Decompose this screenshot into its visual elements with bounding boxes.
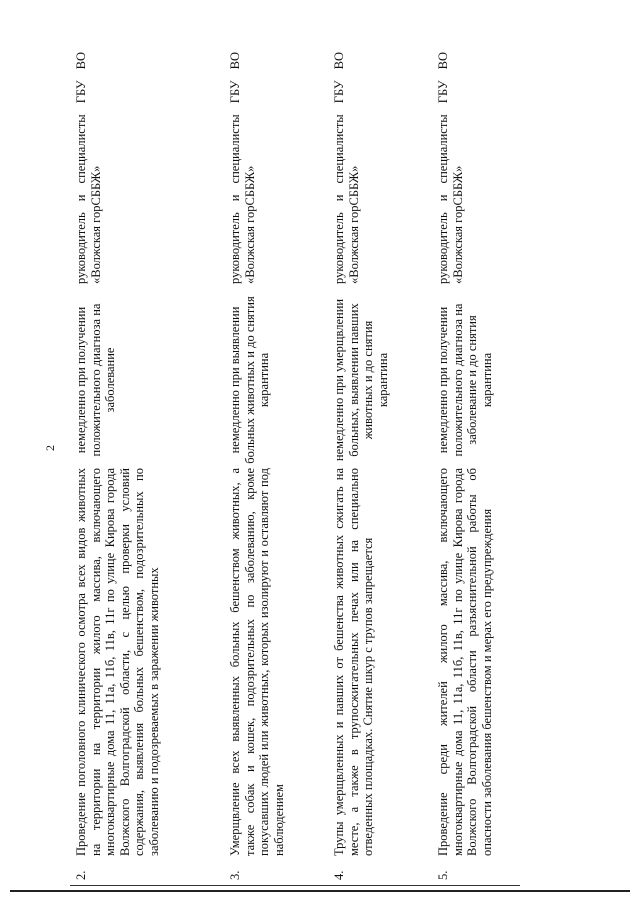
row-action: Проведение поголовного клинического осмотра всех видов животных на территории на территории жилого массива, включающего многоквартирные дома 11, 11а, 11б, 11в, 11г по улице Кирова города Волжского Волгоградской области, с целью проверки условий содержания, выявления больных бешенством, подозрительных по заболеванию и подозреваемых в заражении животных (74, 468, 161, 856)
row-term: немедленно при выявлении больных животных и до снятия карантина (228, 296, 272, 464)
row-responsible: руководитель и специалисты ГБУ ВО «Волжская горСББЖ» (332, 52, 361, 284)
row-responsible: руководитель и специалисты ГБУ ВО «Волжская горСББЖ» (74, 52, 103, 284)
measures-table (70, 50, 520, 880)
row-action: Умерщвление всех выявленных больных бешенством животных, а также собак и кошек, подозрительных по заболеванию, кроме покусавших людей или животных, которых изолируют и оставляют под наблюдением (228, 468, 286, 856)
page-bottom-edge (10, 890, 630, 892)
row-number: 4. (332, 870, 346, 880)
row-term: немедленно при умерщвлении больных, выявлении павших животных и до снятия карантина (332, 298, 390, 462)
row-responsible: руководитель и специалисты ГБУ ВО «Волжская горСББЖ» (436, 52, 465, 284)
row-term: немедленно при получении положительного диагноза на заболевание и до снятия карантина (436, 303, 494, 457)
row-action: Проведение среди жителей жилого массива, включающего многоквартирные дома 11, 11а, 11б, 11в, 11г по улице Кирова города Волжского Волгоградской области разъяснительной работы об опасности заболевания бешенством и мерах его предупреждения (436, 468, 494, 856)
row-action: Трупы умерщвленных и павших от бешенства животных сжигать на месте, а также в трупосжигательных печах или на специально отведенных площадках. Снятие шкур с трупов запрещается (332, 468, 376, 856)
row-term: немедленно при получении положительного диагноза на заболевание (74, 303, 118, 457)
row-number: 5. (436, 870, 450, 880)
row-number: 3. (228, 870, 242, 880)
table-left-border (70, 885, 520, 886)
row-responsible: руководитель и специалисты ГБУ ВО «Волжская горСББЖ» (228, 52, 257, 284)
page-number: 2 (43, 445, 57, 451)
row-number: 2. (74, 870, 88, 880)
